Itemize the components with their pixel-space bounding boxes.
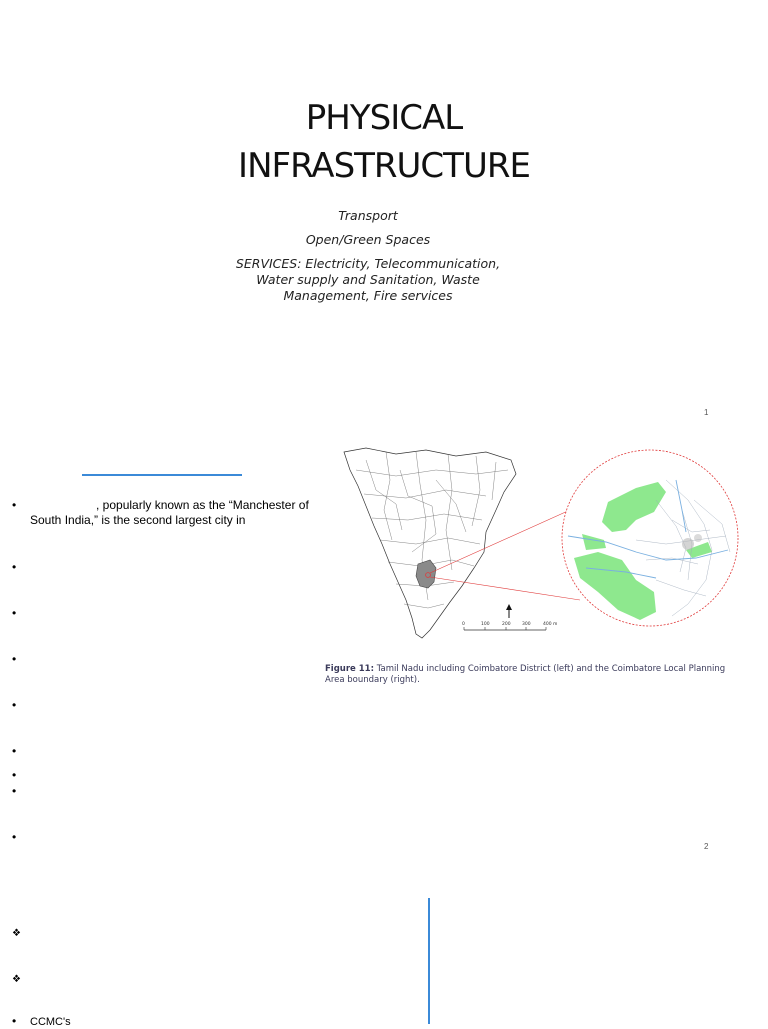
planning-area-inset	[562, 450, 738, 626]
bullet-marker: •	[12, 698, 17, 712]
figure-caption	[325, 664, 745, 686]
diamond-bullet-icon: ❖	[12, 974, 21, 985]
caption-label: Figure 11:	[325, 664, 374, 674]
bullet-marker: •	[12, 784, 17, 798]
scale-label: 100	[481, 622, 490, 627]
title-line-2: INFRASTRUCTURE	[238, 146, 530, 186]
scale-label: 400 m	[543, 622, 558, 627]
subtitle-green-spaces: Open/Green Spaces	[305, 232, 431, 247]
scale-label: 200	[502, 622, 511, 627]
scale-label: 300	[522, 622, 531, 627]
subtitle-services: SERVICES: Electricity, Telecommunication, Water supply and Sanitation, Waste Management, Fire services	[235, 256, 501, 303]
diamond-bullet-icon: ❖	[12, 928, 21, 939]
bullet-marker: •	[12, 830, 17, 844]
subtitle-list	[230, 208, 506, 312]
caption-text: Tamil Nadu including Coimbatore District (left) and the Coimbatore Local Planning Area boundary (right).	[325, 664, 726, 685]
bullet-text-content: , popularly known as the “Manchester of South India,” is the second largest city in	[30, 498, 309, 527]
title-underline	[82, 474, 242, 476]
slide-title	[0, 94, 768, 190]
subtitle-transport: Transport	[338, 208, 398, 223]
bullet-marker: •	[12, 560, 17, 574]
bullet-marker: •	[12, 768, 17, 782]
scale-label: 0	[462, 622, 465, 627]
vertical-divider	[428, 898, 430, 1024]
bullet-marker: •	[12, 1014, 17, 1028]
title-line-1: PHYSICAL	[305, 98, 463, 138]
bullet-marker: •	[12, 606, 17, 620]
peninsula-map	[344, 448, 516, 638]
ccmc-text: CCMC's	[30, 1016, 71, 1028]
coimbatore-map-figure	[336, 440, 746, 645]
bullet-marker: •	[12, 744, 17, 758]
bullet-text-coimbatore	[30, 498, 330, 528]
scale-bar	[462, 604, 557, 630]
bullet-marker: •	[12, 498, 17, 512]
page-number: 2	[704, 842, 709, 851]
page-number: 1	[704, 408, 709, 417]
bullet-marker: •	[12, 652, 17, 666]
